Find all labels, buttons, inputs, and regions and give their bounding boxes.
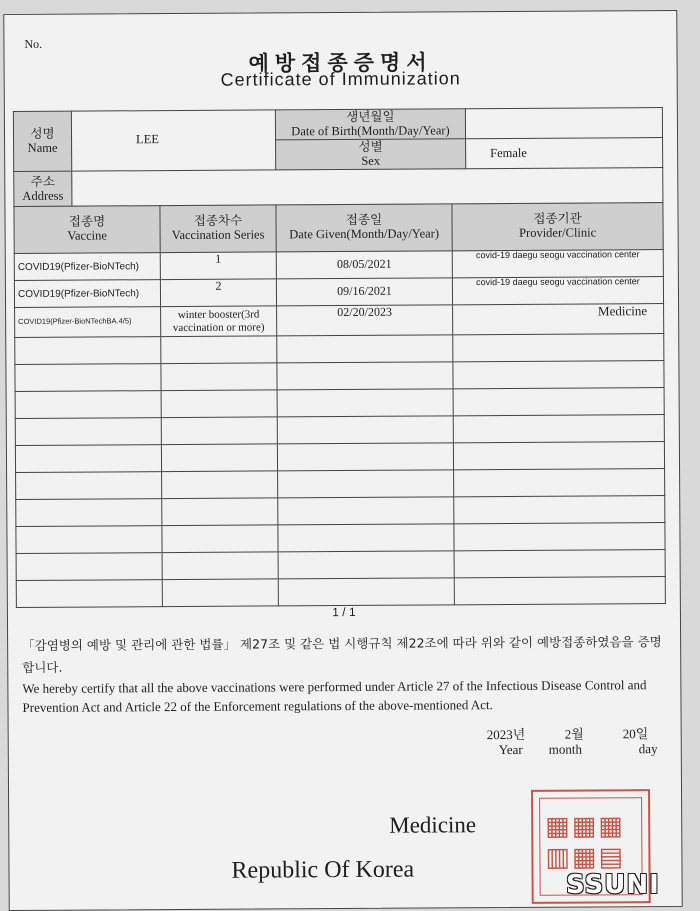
date-cell: 08/05/2021 bbox=[276, 251, 452, 279]
series-cell: 1 bbox=[160, 252, 276, 280]
dob-label-cell bbox=[275, 109, 465, 140]
watermark: SSUNI bbox=[566, 870, 660, 900]
series-cell: 2 bbox=[160, 279, 276, 307]
name-value: LEE bbox=[71, 110, 275, 171]
empty-row bbox=[16, 496, 665, 527]
address-label-ko: 주소 bbox=[30, 174, 55, 189]
title-english: Certificate of Immunization bbox=[220, 68, 461, 90]
header-date: 접종일 Date Given(Month/Day/Year) bbox=[276, 204, 452, 252]
certification-text-english: We hereby certify that all the above vaccinations were performed under Article 27 of the Infectious Disease Control and Prevention Act and Article 22 of the Enforcement regulations of the above-mentioned Act. bbox=[22, 677, 647, 715]
issuer-name: Medicine bbox=[389, 812, 477, 838]
header-series: 접종차수 Vaccination Series bbox=[160, 205, 276, 253]
title-korean: 예방접종증명서 bbox=[248, 50, 433, 76]
certification-text-korean: 「감염병의 예방 및 관리에 관한 법률」 제27조 및 같은 법 시행규칙 제22조에 따라 위와 같이 예방접종하였음을 증명합니다. bbox=[22, 634, 662, 675]
empty-row bbox=[15, 442, 664, 473]
name-label-cell bbox=[13, 111, 71, 171]
vaccine-cell: COVID19(Pfizer-BioNTechBA.4/5) bbox=[15, 307, 161, 338]
series-cell: winter booster(3rd vaccination or more) bbox=[161, 306, 277, 337]
sex-label-ko: 성별 bbox=[358, 139, 383, 154]
table-row bbox=[15, 304, 664, 338]
sex-value: Female bbox=[466, 138, 663, 169]
table-row bbox=[14, 277, 663, 308]
issue-date-labels bbox=[487, 741, 667, 758]
provider-cell: Medicine bbox=[453, 304, 664, 335]
page-indicator: 1 / 1 bbox=[332, 604, 356, 620]
empty-row bbox=[15, 415, 664, 446]
year-label: Year bbox=[498, 741, 523, 758]
country-name: Republic Of Korea bbox=[231, 856, 415, 884]
month-label: month bbox=[548, 741, 583, 757]
empty-row bbox=[16, 523, 665, 554]
issue-year: 2023년 bbox=[486, 726, 526, 743]
dob-label-en: Date of Birth(Month/Day/Year) bbox=[291, 122, 450, 138]
document-number-label: No. bbox=[24, 36, 43, 51]
header-provider: 접종기관 Provider/Clinic bbox=[452, 203, 663, 251]
date-cell: 02/20/2023 bbox=[277, 305, 453, 336]
empty-row bbox=[16, 550, 665, 581]
sex-label-cell bbox=[276, 139, 466, 170]
empty-row bbox=[15, 334, 664, 365]
vaccine-cell: COVID19(Pfizer-BioNTech) bbox=[14, 280, 160, 308]
dob-value bbox=[465, 108, 662, 139]
official-seal-stamp: ▦▦▦ ▥▦▤ bbox=[531, 789, 651, 904]
provider-cell: covid-19 daegu seogu vaccination center bbox=[452, 250, 663, 278]
issue-day: 20일 bbox=[622, 726, 649, 742]
sex-label-en: Sex bbox=[361, 153, 381, 168]
vaccine-cell: COVID19(Pfizer-BioNTech) bbox=[14, 253, 160, 281]
dob-label-ko: 생년월일 bbox=[346, 109, 395, 124]
certificate-sheet bbox=[3, 10, 682, 911]
date-cell: 09/16/2021 bbox=[276, 278, 452, 306]
empty-row bbox=[16, 469, 665, 500]
vaccination-table bbox=[13, 202, 665, 608]
provider-cell: covid-19 daegu seogu vaccination center bbox=[452, 277, 663, 305]
header-vaccine: 접종명 Vaccine bbox=[14, 206, 160, 254]
address-value bbox=[72, 168, 663, 208]
empty-row bbox=[15, 361, 664, 392]
issue-date bbox=[486, 723, 667, 743]
address-label-en: Address bbox=[22, 188, 64, 203]
vaccination-header-row bbox=[14, 203, 663, 254]
issue-month: 2월 bbox=[564, 726, 584, 742]
personal-info-table bbox=[13, 107, 664, 208]
empty-row bbox=[15, 388, 664, 419]
name-label-en: Name bbox=[27, 140, 58, 155]
day-label: day bbox=[638, 741, 658, 757]
address-label-cell bbox=[14, 171, 72, 207]
name-label-ko: 성명 bbox=[30, 126, 55, 141]
